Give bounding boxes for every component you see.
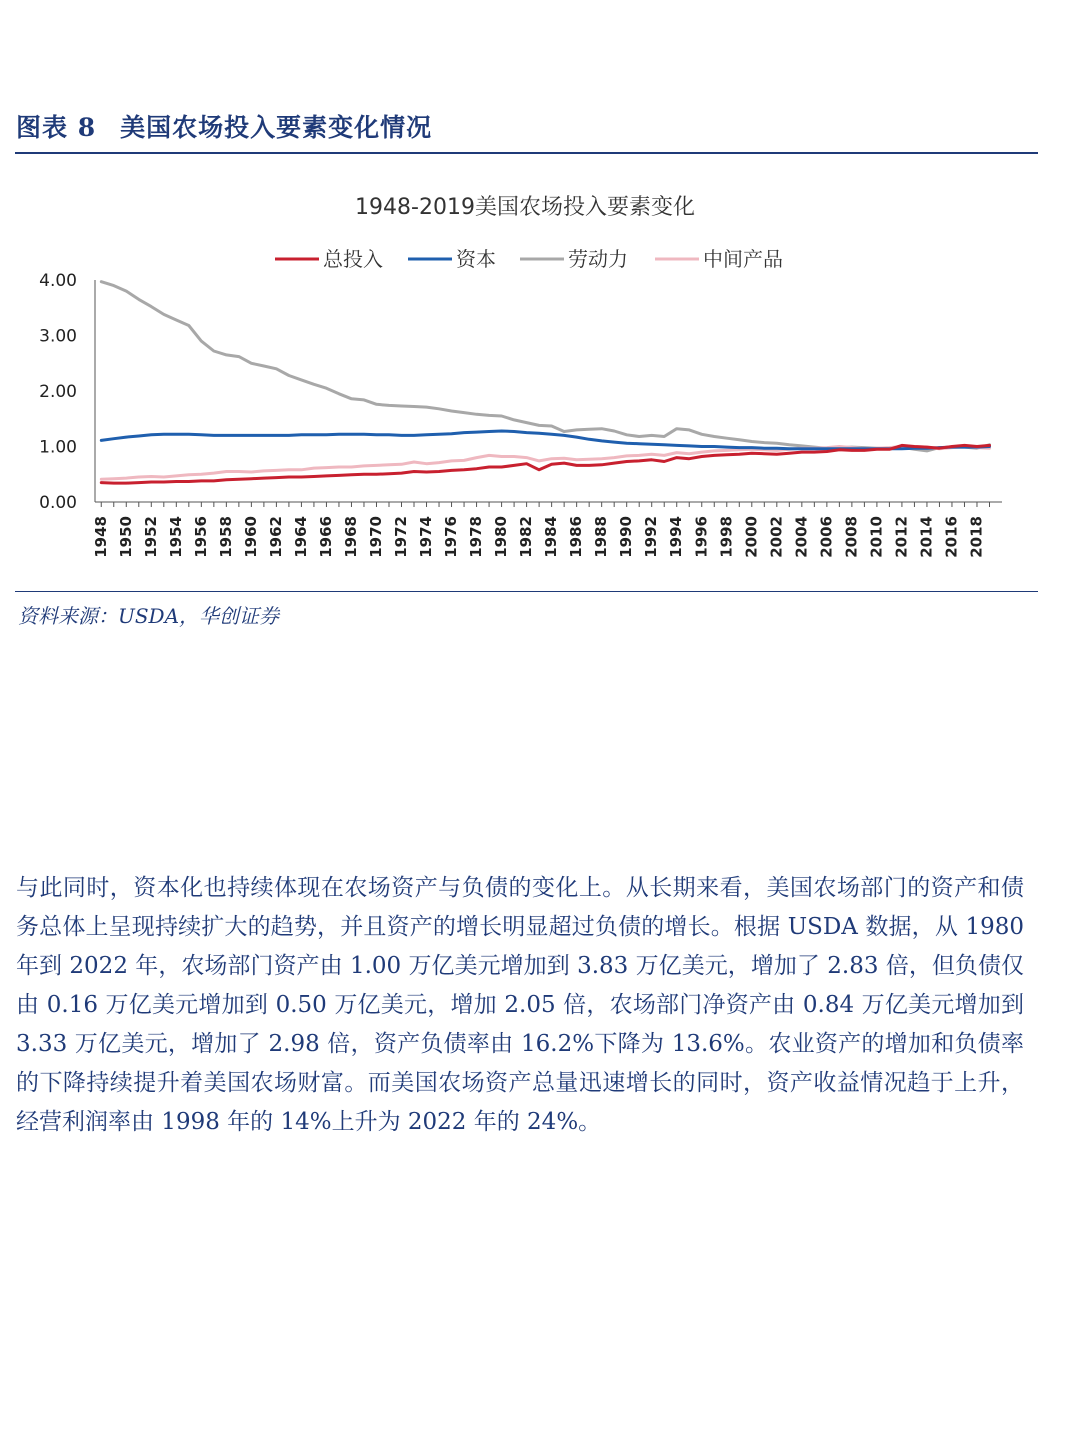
x-tick-label: 1984 bbox=[542, 516, 561, 558]
x-tick-label: 1992 bbox=[642, 516, 661, 558]
x-tick-label: 2010 bbox=[867, 516, 886, 558]
x-tick-label: 2002 bbox=[767, 516, 786, 558]
x-tick-label: 1996 bbox=[692, 516, 711, 558]
x-tick-label: 2014 bbox=[917, 516, 936, 558]
line-chart bbox=[0, 160, 1080, 580]
x-tick-label: 1982 bbox=[517, 516, 536, 558]
x-tick-label: 1998 bbox=[717, 516, 736, 558]
x-tick-label: 2016 bbox=[942, 516, 961, 558]
y-tick-label: 2.00 bbox=[39, 382, 77, 402]
x-tick-label: 1952 bbox=[141, 516, 160, 558]
y-tick-label: 4.00 bbox=[39, 271, 77, 291]
y-tick-label: 3.00 bbox=[39, 326, 77, 347]
x-tick-label: 1954 bbox=[166, 516, 185, 558]
x-tick-label: 1960 bbox=[241, 516, 260, 558]
x-tick-label: 1958 bbox=[216, 516, 235, 558]
x-tick-label: 1948 bbox=[91, 516, 110, 558]
x-tick-label: 1972 bbox=[392, 516, 411, 558]
x-tick-label: 2000 bbox=[742, 516, 761, 558]
x-tick-label: 2008 bbox=[842, 516, 861, 558]
x-tick-label: 2018 bbox=[967, 516, 986, 558]
x-tick-label: 2004 bbox=[792, 516, 811, 558]
x-tick-label: 1964 bbox=[291, 516, 310, 558]
series-line-total-input bbox=[101, 445, 989, 483]
x-axis bbox=[92, 502, 1002, 558]
y-tick-label: 0.00 bbox=[39, 493, 77, 513]
x-tick-label: 1956 bbox=[191, 516, 210, 558]
top-divider bbox=[15, 152, 1038, 154]
y-axis bbox=[39, 271, 95, 513]
x-tick-label: 1980 bbox=[492, 516, 511, 558]
chart-legend bbox=[275, 247, 783, 271]
figure-title-text: 美国农场投入要素变化情况 bbox=[120, 113, 433, 142]
x-tick-label: 1970 bbox=[366, 516, 385, 558]
legend-label: 总投入 bbox=[323, 247, 383, 271]
x-tick-label: 1966 bbox=[316, 516, 335, 558]
source-note: 资料来源：USDA，华创证券 bbox=[18, 604, 280, 628]
x-tick-label: 1976 bbox=[442, 516, 461, 558]
figure-label: 图表 8 bbox=[16, 113, 97, 142]
chart-title: 1948-2019美国农场投入要素变化 bbox=[355, 195, 695, 220]
x-tick-label: 1968 bbox=[341, 516, 360, 558]
x-tick-label: 1988 bbox=[592, 516, 611, 558]
x-tick-label: 1994 bbox=[667, 516, 686, 558]
figure-title bbox=[16, 108, 432, 144]
legend-label: 资本 bbox=[456, 247, 496, 271]
x-tick-label: 1974 bbox=[417, 516, 436, 558]
y-tick-label: 1.00 bbox=[39, 437, 77, 458]
body-paragraph: 与此同时，资本化也持续体现在农场资产与负债的变化上。从长期来看，美国农场部门的资产和债务总体上呈现持续扩大的趋势，并且资产的增长明显超过负债的增长。根据 USDA 数据，从 1980 年到 2022 年，农场部门资产由 1.00 万亿美元增加到 3.83 万亿美元，增加了 2.83 倍，但负债仅由 0.16 万亿美元增加到 0.50 万亿美元，增加 2.05 倍，农场部门净资产由 0.84 万亿美元增加到 3.33 万亿美元，增加了 2.98 倍，资产负债率由 16.2%下降为 13.6%。农业资产的增加和负债率的下降持续提升着美国农场财富。而美国农场资产总量迅速增长的同时，资产收益情况趋于上升，经营利润率由 1998 年的 14%上升为 2022 年的 24%。 bbox=[16, 875, 1024, 1135]
x-tick-label: 1978 bbox=[467, 516, 486, 558]
x-tick-label: 2012 bbox=[892, 516, 911, 558]
x-tick-label: 1962 bbox=[266, 516, 285, 558]
x-tick-label: 1986 bbox=[567, 516, 586, 558]
x-tick-label: 1950 bbox=[116, 516, 135, 558]
legend-label: 劳动力 bbox=[568, 247, 628, 271]
series-layer bbox=[101, 282, 989, 483]
series-line-labor bbox=[101, 282, 989, 451]
x-tick-label: 2006 bbox=[817, 516, 836, 558]
bottom-divider bbox=[15, 591, 1038, 592]
x-tick-label: 1990 bbox=[617, 516, 636, 558]
legend-label: 中间产品 bbox=[703, 247, 783, 271]
